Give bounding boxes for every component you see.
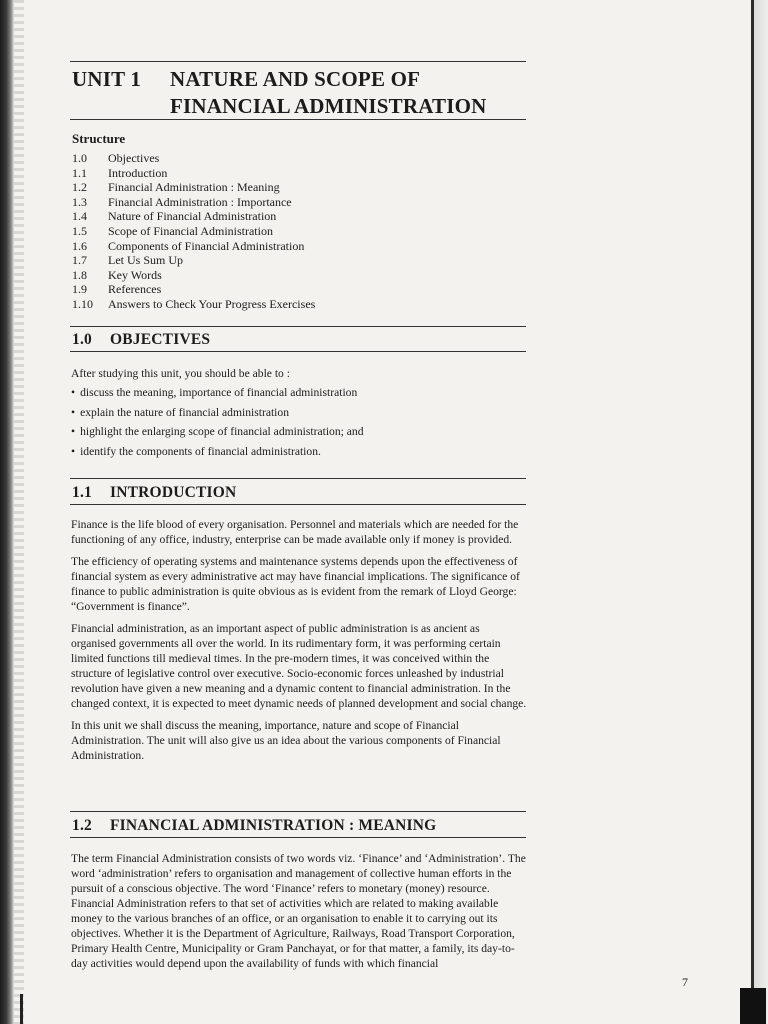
structure-item-number: 1.2: [72, 180, 87, 195]
structure-item-label: Key Words: [108, 267, 162, 282]
objective-bullet: • discuss the meaning, importance of financial administration: [71, 385, 527, 400]
title-bottom-rule: [70, 119, 526, 120]
structure-item-label: Let Us Sum Up: [108, 253, 183, 268]
objectives-bullet-list: [71, 385, 527, 459]
structure-item: [72, 282, 315, 297]
section-title: INTRODUCTION: [110, 484, 237, 501]
paragraph: The term Financial Administration consists of two words viz. ‘Finance’ and ‘Administration’. The word ‘administration’ refers to organisation and management of collective human efforts in the pursuit of a conscious objective. The word ‘Finance’ refers to monetary (money) resource. Financial Administration refers to that set of activities which are related to making available money to the various branches of an office, or an organisation to enable it to carrying out its objectives. Whether it is the Department of Agriculture, Railways, Road Transport Corporation, Primary Health Centre, Municipality or Gram Panchayat, or for that matter, a family, its day-to-day activities would depend upon the availability of funds with which financial: [71, 852, 526, 970]
introduction-rule: [70, 478, 526, 479]
scan-corner-mark: [740, 988, 766, 1024]
introduction-body: [71, 517, 527, 770]
section-heading-introduction: [72, 484, 236, 502]
structure-item-label: Nature of Financial Administration: [108, 209, 277, 224]
objective-bullet: • identify the components of financial administration.: [71, 444, 527, 459]
section-heading-objectives: [72, 331, 210, 349]
introduction-underline: [70, 504, 526, 505]
structure-item-number: 1.4: [72, 209, 87, 224]
structure-item: [72, 239, 315, 254]
structure-item-label: Components of Financial Administration: [108, 238, 305, 253]
structure-item: [72, 180, 315, 195]
objectives-intro: After studying this unit, you should be able to :: [71, 367, 290, 380]
structure-item-number: 1.8: [72, 267, 87, 282]
section-title: FINANCIAL ADMINISTRATION : MEANING: [110, 817, 437, 834]
scan-noise-left: [14, 0, 24, 1024]
unit-title-line1: NATURE AND SCOPE OF: [170, 67, 421, 91]
section-number: 1.0: [72, 331, 92, 348]
title-top-rule: [70, 61, 526, 62]
structure-item-label: Scope of Financial Administration: [108, 223, 273, 238]
scan-edge-right: [754, 0, 768, 1024]
paragraph: The efficiency of operating systems and maintenance systems depends upon the effectiveness of financial system as every administrative act may have financial implications. The significance of finance to public administration is quite obvious as is evident from the remark of Lloyd George: “Government is finance”.: [71, 555, 520, 613]
paragraph: In this unit we shall discuss the meaning, importance, nature and scope of Financial Administration. The unit will also give us an idea about the various components of Financial Administration.: [71, 719, 501, 762]
paragraph: Finance is the life blood of every organisation. Personnel and materials which are needed for the functioning of any office, industry, enterprise can be made available only if money is provided.: [71, 518, 519, 546]
unit-number: UNIT 1: [72, 67, 142, 91]
structure-heading: Structure: [72, 131, 126, 146]
objectives-underline: [70, 351, 526, 352]
structure-item-number: 1.5: [72, 223, 87, 238]
paragraph: Financial administration, as an important aspect of public administration is as ancient as organised governments all over the world. In its rudimentary form, it was performing certain limited functions till medieval times. In the pre-modern times, it was conceived within the structure of legislative control over executive. Socio-economic forces unleashed by industrial revolution have given a new meaning and a dynamic content to financial administration. In the changed context, it is expected to meet dynamic needs of planned development and social change.: [71, 622, 527, 710]
structure-item-number: 1.10: [72, 296, 93, 311]
section-number: 1.2: [72, 817, 92, 834]
structure-item-number: 1.3: [72, 194, 87, 209]
objectives-body: [71, 366, 527, 463]
structure-item: [72, 195, 315, 210]
structure-item: [72, 209, 315, 224]
structure-item: [72, 151, 315, 166]
meaning-body: [71, 851, 527, 978]
structure-item-label: Answers to Check Your Progress Exercises: [108, 296, 316, 311]
objective-bullet: • explain the nature of financial administration: [71, 405, 527, 420]
structure-item-label: References: [108, 282, 162, 297]
structure-list: [72, 151, 315, 312]
scan-shadow-left: [0, 0, 14, 1024]
structure-item-number: 1.7: [72, 253, 87, 268]
objective-bullet: • highlight the enlarging scope of financial administration; and: [71, 424, 527, 439]
structure-item: [72, 297, 315, 312]
structure-item-label: Financial Administration : Importance: [108, 194, 292, 209]
unit-title: [72, 66, 487, 120]
section-title: OBJECTIVES: [110, 331, 211, 348]
structure-item-number: 1.9: [72, 282, 87, 297]
structure-item: [72, 224, 315, 239]
objectives-rule: [70, 326, 526, 327]
section-heading-meaning: [72, 817, 436, 835]
structure-item: [72, 268, 315, 283]
structure-item-label: Financial Administration : Meaning: [108, 180, 280, 195]
structure-item-label: Introduction: [108, 165, 168, 180]
scan-binding-line-right: [751, 0, 754, 1024]
structure-item-label: Objectives: [108, 151, 160, 165]
meaning-underline: [70, 837, 526, 838]
scan-bottom-mark: [20, 994, 23, 1024]
meaning-rule: [70, 811, 526, 812]
structure-item-number: 1.0: [72, 151, 87, 165]
page-number: 7: [682, 975, 688, 989]
section-number: 1.1: [72, 484, 92, 501]
structure-item: [72, 166, 315, 181]
structure-item: [72, 253, 315, 268]
structure-item-number: 1.1: [72, 165, 87, 180]
unit-title-line2: FINANCIAL ADMINISTRATION: [170, 94, 487, 118]
structure-item-number: 1.6: [72, 238, 87, 253]
